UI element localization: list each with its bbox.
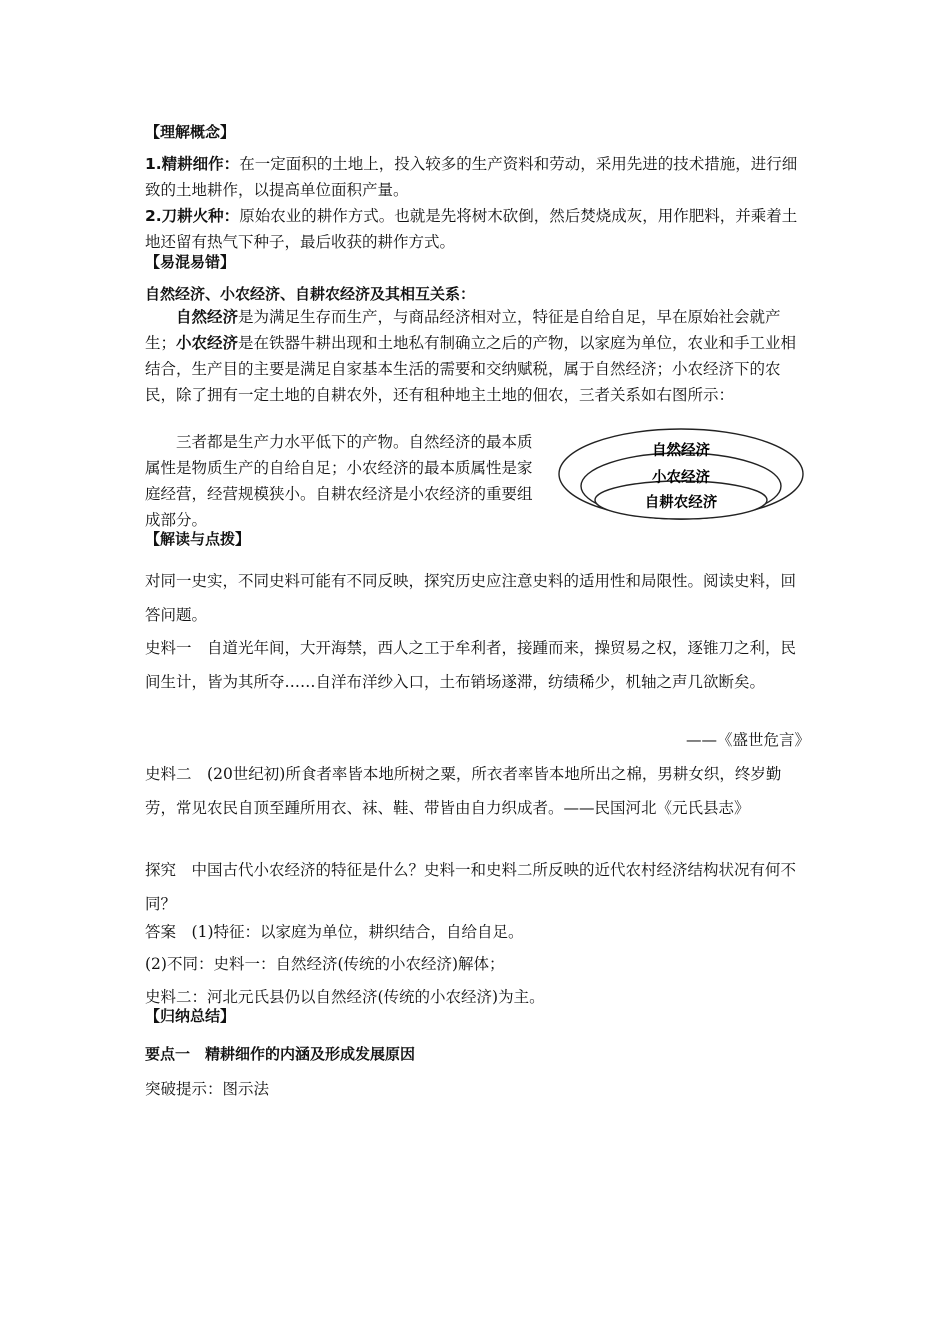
confusion-text: 是在铁器牛耕出现和土地私有制确立之后的产物，以家庭为单位，农业和手工业相结合，生产目的主要是满足自家基本生活的需要和交纳赋税，属于自然经济；小农经济下的农民，除了拥有一定土地的自耕农外，还有租种地主土地的佃农，三者关系如右图所示： — [145, 334, 797, 404]
source-text: 自道光年间，大开海禁，西人之工于牟利者，接踵而来，操贸易之权，逐锥刀之利，民间生计，皆为其所夺……自洋布洋纱入口，土布销场遂滞，纺绩稀少，机轴之声几欲断矣。 — [145, 639, 797, 691]
source-label: 史料二 — [145, 765, 192, 783]
interpret-intro: 对同一史实，不同史料可能有不同反映，探究历史应注意史料的适用性和局限性。阅读史料，回答问题。 — [145, 572, 797, 624]
concept-item-1 — [145, 151, 810, 203]
answer-label: 答案 — [145, 923, 177, 941]
section-heading-interpret: 【解读与点拨】 — [145, 530, 251, 548]
diagram-label-middle: 小农经济 — [652, 470, 710, 486]
diagram-label-inner: 自耕农经济 — [644, 495, 718, 511]
confusion-subtitle: 自然经济、小农经济、自耕农经济及其相互关系： — [145, 285, 476, 303]
source-1-citation: ——《盛世危言》 — [685, 731, 810, 749]
concept-term: 2.刀耕火种： — [145, 207, 240, 225]
concept-text: 原始农业的耕作方式。也就是先将树木砍倒，然后焚烧成灰，用作肥料，并乘着土地还留有热气下种子，最后收获的耕作方式。 — [145, 207, 798, 251]
diagram-label-outer: 自然经济 — [652, 443, 710, 459]
answer-line-1 — [145, 915, 810, 949]
term-small-peasant-economy: 小农经济 — [176, 334, 239, 352]
summary-hint: 突破提示：图示法 — [145, 1080, 270, 1098]
answer-text: (1)特征：以家庭为单位，耕织结合，自给自足。 — [191, 923, 524, 941]
section-heading-summary: 【归纳总结】 — [145, 1007, 236, 1025]
answer-line-2: (2)不同：史料一：自然经济(传统的小农经济)解体； — [145, 955, 505, 973]
source-text: (20世纪初)所食者率皆本地所树之粟，所衣者率皆本地所出之棉，男耕女织，终岁勤劳，常见农民自顶至踵所用衣、袜、鞋、带皆由自力织成者。——民国河北《元氏县志》 — [145, 765, 782, 817]
confusion-paragraph-2: 三者都是生产力水平低下的产物。自然经济的最本质属性是物质生产的自给自足；小农经济的最本质属性是家庭经营，经营规模狭小。自耕农经济是小农经济的重要组成部分。 — [145, 433, 533, 529]
term-natural-economy: 自然经济 — [176, 308, 239, 326]
inquiry-question — [145, 853, 810, 921]
concept-item-2 — [145, 203, 810, 255]
source-1 — [145, 631, 810, 699]
source-2 — [145, 757, 810, 825]
question-label: 探究 — [145, 861, 177, 879]
economy-relation-diagram — [556, 426, 806, 522]
concept-term: 1.精耕细作： — [145, 155, 240, 173]
source-label: 史料一 — [145, 639, 192, 657]
confusion-text: 是为满足生存而生产，与商品经济相对立，特征是自给自足，早在原始社会就产生； — [145, 308, 781, 352]
question-text: 中国古代小农经济的特征是什么？史料一和史料二所反映的近代农村经济结构状况有何不同？ — [145, 861, 797, 913]
section-heading-concepts: 【理解概念】 — [145, 123, 236, 141]
summary-point-1: 要点一 精耕细作的内涵及形成发展原因 — [145, 1045, 416, 1063]
confusion-paragraph-1 — [145, 304, 810, 408]
section-heading-confusion: 【易混易错】 — [145, 253, 236, 271]
answer-line-3: 史料二：河北元氏县仍以自然经济(传统的小农经济)为主。 — [145, 988, 545, 1006]
concept-text: 在一定面积的土地上，投入较多的生产资料和劳动，采用先进的技术措施，进行细致的土地耕作，以提高单位面积产量。 — [145, 155, 798, 199]
